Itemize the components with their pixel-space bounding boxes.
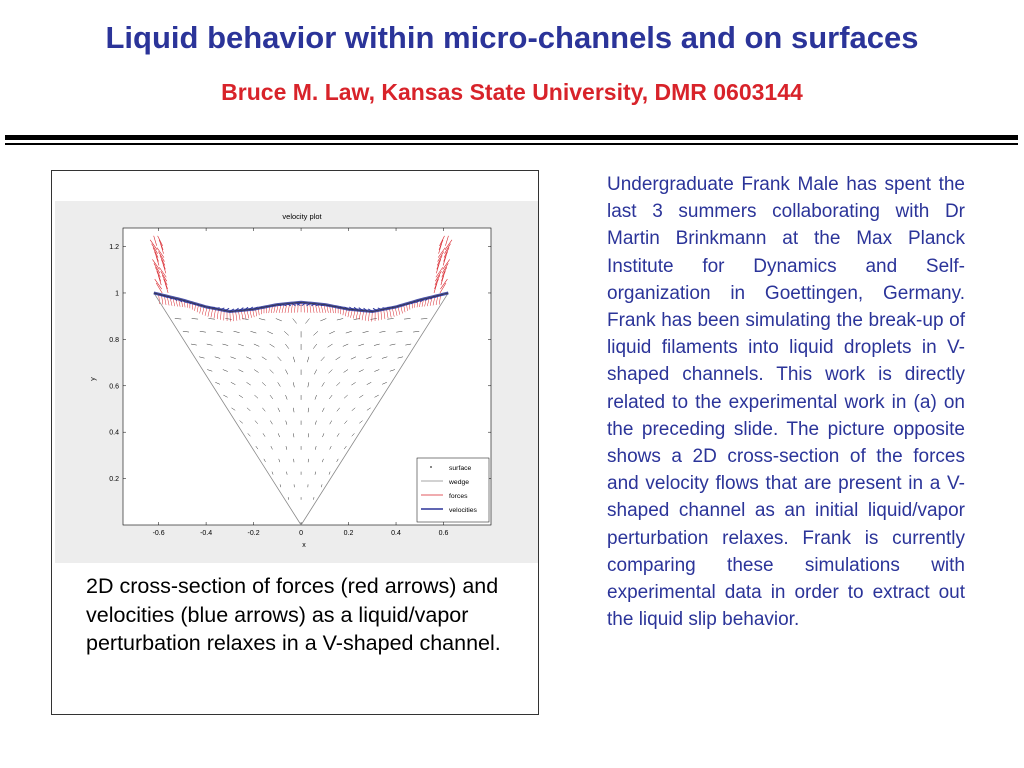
y-tick-label: 1.2: [109, 244, 119, 252]
legend-label-wedge: wedge: [449, 479, 470, 486]
body-paragraph: Undergraduate Frank Male has spent the last 3 summers collaborating with Dr Martin Brinkmann at the Max Planck Institute for Dynamics and Self-organization in Goettingen, Germany. Frank has been simulating the break-up of liquid filaments into liquid droplets in V-shaped channels. This work is directly related to the experimental work in (a) on the preceding slide. The picture opposite shows a 2D cross-section of the forces and velocity flows that are present in a V-shaped channel as an initial liquid/vapor perturbation relaxes. Frank is currently comparing these simulations with experimental data in order to extract out the liquid slip behavior.: [607, 174, 965, 631]
legend-marker-surface: [430, 466, 432, 468]
x-tick-label: -0.4: [200, 530, 213, 537]
y-axis-label: y: [90, 377, 97, 381]
y-tick-label: 0.2: [109, 476, 119, 484]
plot-area: [55, 201, 538, 563]
legend-label-forces: forces: [449, 493, 468, 500]
y-tick-label: 0.6: [109, 383, 119, 391]
x-tick-label: -0.6: [152, 530, 165, 537]
y-tick-label: 0.4: [109, 429, 119, 437]
y-tick-label: 0.8: [109, 336, 119, 344]
velocity-plot-chart: [55, 201, 538, 563]
x-tick-label: 0.4: [391, 530, 401, 537]
y-tick-label: 1: [115, 290, 119, 298]
x-tick-label: 0.6: [438, 530, 449, 537]
x-tick-label: -0.2: [247, 530, 260, 537]
x-tick-label: 0: [299, 530, 304, 537]
figure-caption: 2D cross-section of forces (red arrows) and velocities (blue arrows) as a liquid/vapor perturbation relaxes in a V-shaped channel.: [86, 574, 501, 655]
legend-label-surface: surface: [449, 465, 472, 472]
chart-title: velocity plot: [282, 212, 322, 221]
slide-subtitle: Bruce M. Law, Kansas State University, DMR 0603144: [221, 79, 803, 105]
slide-title: Liquid behavior within micro-channels and on surfaces: [105, 20, 919, 55]
legend-label-velocities: velocities: [449, 507, 477, 514]
x-tick-label: 0.2: [343, 530, 354, 537]
divider-thick: [5, 135, 1018, 140]
x-axis-label: x: [302, 542, 306, 549]
divider-thin: [5, 143, 1018, 145]
